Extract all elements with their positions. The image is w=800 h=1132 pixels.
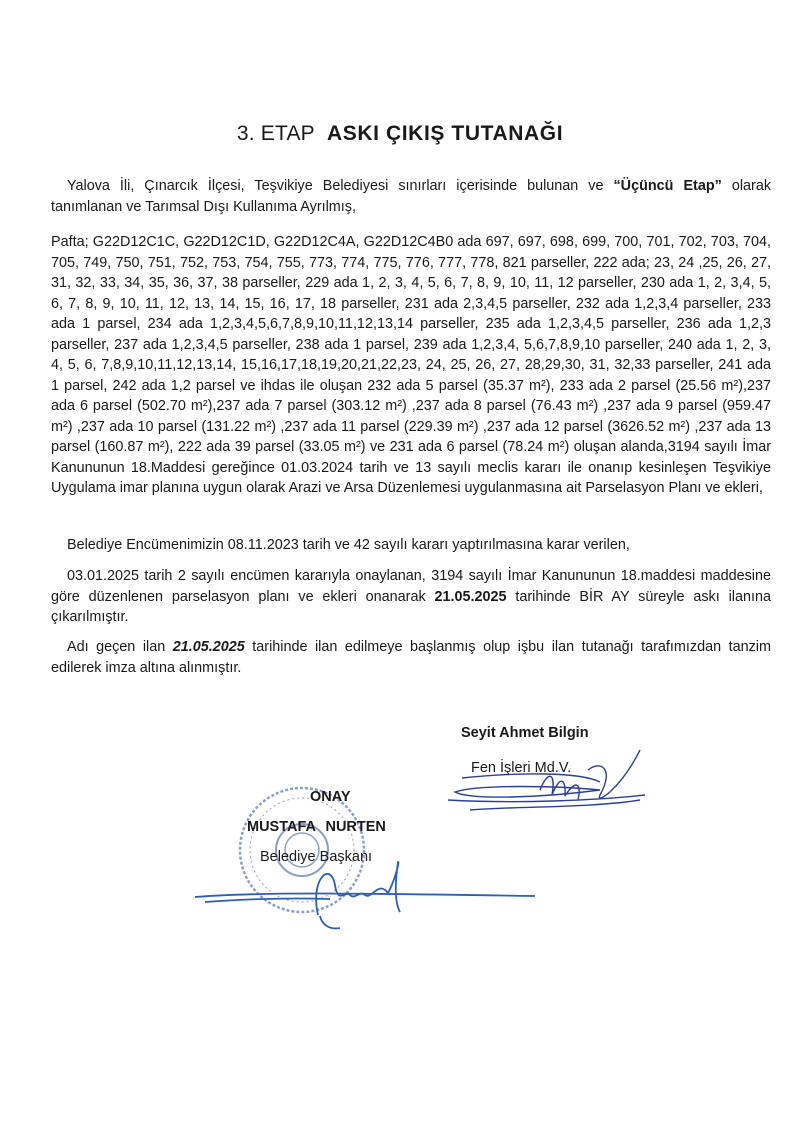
intro-paragraph <box>51 176 771 217</box>
intro-text-end: olarak tanımlanan ve Tarımsal Dışı Kullanıma Ayrılmış, <box>51 178 772 215</box>
intro-bold: “Üçüncü Etap” <box>613 178 722 194</box>
signatory-1-title: Fen İşleri Md.V. <box>471 760 572 776</box>
approval-text-end: tarihinde BİR AY süreyle askı ilanına çıkarılmıştır. <box>51 588 771 625</box>
title-prefix: 3. ETAP <box>236 122 315 145</box>
closing-date: 21.05.2025 <box>172 639 245 655</box>
signatory-1-name: Seyit Ahmet Bilgin <box>461 725 589 741</box>
parcels-paragraph: Pafta; G22D12C1C, G22D12C1D, G22D12C4A, G22D12C4B0 ada 697, 697, 698, 699, 700, 701, 702, 703, 704, 705, 749, 750, 751, 752, 753, 754, 755, 773, 774, 775, 776, 777, 778, 821 parseller, 222 ada; 23, 24 ,25, 26, 27, 31, 32, 33, 34, 35, 36, 37, 38 parseller, 229 ada 1, 2, 3, 4, 5, 6, 7, 8, 9, 10, 11, 12 parseller, 230 ada 1, 2, 3,4, 5, 6, 7, 8, 9, 10, 11, 12, 13, 14, 15, 16, 17, 18 parseller, 231 ada 2,3,4,5 parseller, 232 ada 1,2,3,4 parseller, 233 ada 1 parsel, 234 ada 1,2,3,4,5,6,7,8,9,10,11,12,13,14 parseller, 235 ada 1,2,3,4,5 parseller, 236 ada 1,2,3 parseller, 237 ada 1,2,3,4,5 parseller, 238 ada 1 parsel, 239 ada 1,2,3,4, 5,6,7,8,9,10 parseller, 240 ada 1, 2, 3, 4, 5, 6, 7,8,9,10,11,12,13,14, 15,16,17,18,19,20,21,22,23, 24, 25, 26, 27, 28,29,30, 31, 32,33 parseller, 241 ada 1 parsel, 242 ada 1,2 parsel ve ihdas ile oluşan 232 ada 5 parsel (35.37 m²), 233 ada 2 parsel (25.56 m²),237 ada 6 parsel (502.70 m²),237 ada 7 parsel (303.12 m²) ,237 ada 8 parsel (76.43 m²) ,237 ada 9 parsel (959.47 m²) ,237 ada 10 parsel (131.22 m²) ,237 ada 11 parsel (229.39 m²) ,237 ada 12 parsel (3626.52 m²) ,237 ada 13 parsel (160.87 m²), 222 ada 39 parsel (33.05 m²) ve 231 ada 6 parsel (78.24 m²) oluşan alanda,3194 sayılı İmar Kanununun 18.Maddesi gereğince 01.03.2024 tarih ve 13 sayılı meclis kararı ile onanıp kesinleşen Teşvikiye Uygulama imar planına uygun olarak Arazi ve Arsa Düzenlemesi uygulanmasına ait Parselasyon Planı ve ekleri, <box>51 234 771 496</box>
title-main: ASKI ÇIKIŞ TUTANAĞI <box>326 122 564 145</box>
approval-paragraph <box>51 566 771 628</box>
closing-paragraph <box>51 637 771 678</box>
council-paragraph: Belediye Encümenimizin 08.11.2023 tarih ve 42 sayılı kararı yaptırılmasına karar verilen, <box>67 537 630 553</box>
signature-fen-isleri <box>448 750 645 810</box>
document-title <box>0 122 800 146</box>
approval-date: 21.05.2025 <box>434 588 507 605</box>
closing-text-end: tarihinde ilan edilmeye başlanmış olup işbu ilan tutanağı tarafımızdan tanzim edilerek imza altına alınmıştır. <box>51 639 771 676</box>
signatory-2-name: MUSTAFA NURTEN <box>247 819 386 835</box>
signatory-2-title: Belediye Başkanı <box>260 849 373 865</box>
approval-label: ONAY <box>310 789 351 805</box>
closing-text: Adı geçen ilan <box>67 639 173 655</box>
approval-text: 03.01.2025 tarih 2 sayılı encümen kararıyla onaylanan, 3194 sayılı İmar Kanununun 18.maddesi maddesine göre düzenlenen parselasyon planı ve ekleri onanarak <box>51 568 771 605</box>
signature-mayor <box>195 862 535 929</box>
intro-text: Yalova İli, Çınarcık İlçesi, Teşvikiye Belediyesi sınırları içerisinde bulunan ve <box>67 178 614 194</box>
